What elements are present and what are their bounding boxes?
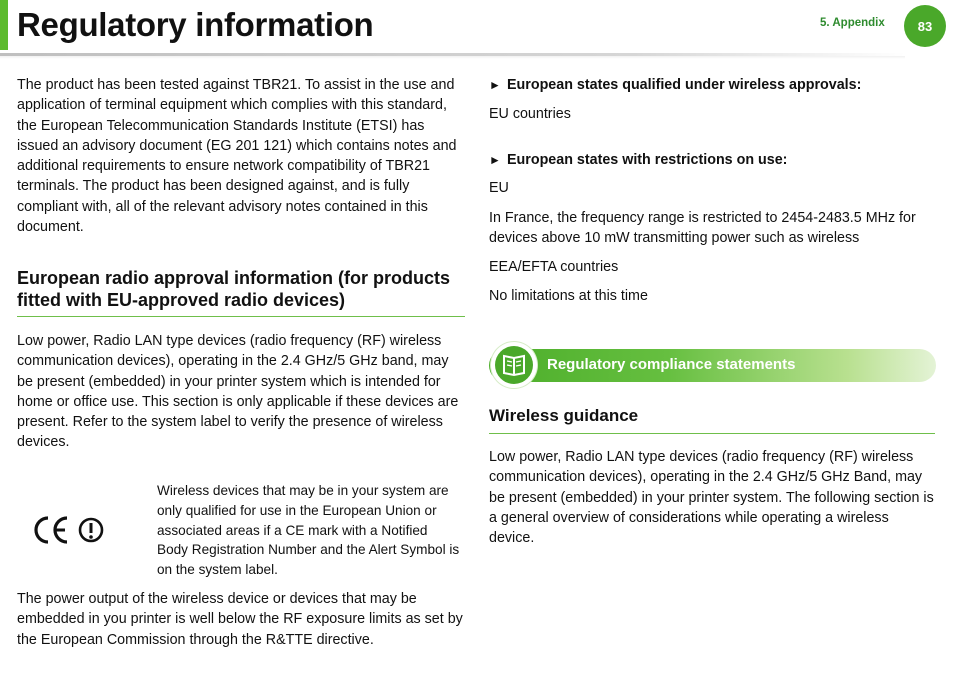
- chapter-link[interactable]: 5. Appendix: [820, 17, 885, 29]
- banner-label: Regulatory compliance statements: [547, 356, 796, 373]
- restrictions-heading: [489, 150, 935, 170]
- restricted-states: [489, 150, 935, 307]
- page-title: Regulatory information: [17, 6, 374, 43]
- restrictions-france: In France, the frequency range is restricted to 2454-2483.5 MHz for devices above 10 mW transmitting power such as wireless: [489, 209, 916, 246]
- banner-icon-ring: [491, 342, 537, 388]
- ce-note: [157, 481, 462, 580]
- intro-text: The product has been tested against TBR21. To assist in the use and application of terminal equipment which complies with this standard, the European Telecommunication Standards Institute (ETSI) has issued an advisory document (EG 201 121) which contains notes and additional requirements to ensure network compatibility of TBR21 terminals. The product has been designed against, and is fully compliant with, all of the relevant advisory notes contained in this document.: [17, 77, 457, 236]
- power-output-text: The power output of the wireless device or devices that may be embedded in you printer is well below the RF exposure limits as set by the European Commission through the R&TTE directive.: [17, 591, 463, 648]
- page-number-badge: 83: [904, 5, 946, 47]
- header-shadow: [0, 56, 905, 59]
- qualified-heading-label: European states qualified under wireless approvals:: [507, 77, 862, 93]
- section-heading-wireless-guidance: Wireless guidance: [489, 406, 639, 425]
- wireless-guidance-text: Low power, Radio LAN type devices (radio frequency (RF) wireless communication devices), operating in the 2.4 GHz/5 GHz Band, may be present (embedded) in your printer system. The following section is a general overview of considerations while operating a wireless device.: [489, 449, 934, 547]
- qualified-text: EU countries: [489, 106, 571, 123]
- wireless-guidance-section: [489, 405, 935, 434]
- qualified-heading: [489, 75, 935, 95]
- banner-icon-badge: [495, 346, 533, 384]
- qualified-states: [489, 75, 935, 125]
- arrow-icon: ►: [489, 78, 501, 92]
- title-accent-bar: [0, 0, 8, 50]
- wireless-heading-rule: [489, 433, 935, 434]
- intro-paragraph: [17, 75, 465, 237]
- radio-approval-section: [17, 267, 465, 317]
- restrictions-eu: EU: [489, 180, 509, 197]
- ce-note-text: Wireless devices that may be in your system are only qualified for use in the European Union or associated areas if a CE mark with a Notified Body Registration Number and the Alert Symbol is on the system label.: [157, 483, 460, 578]
- section-heading-rule: [17, 316, 465, 317]
- ce-alert-mark-icon: [34, 514, 104, 546]
- power-output-paragraph: [17, 589, 465, 650]
- wireless-guidance-text-block: [489, 447, 935, 548]
- book-icon: [495, 346, 533, 384]
- radio-approval-text-block: [17, 331, 465, 453]
- arrow-icon: ►: [489, 153, 501, 167]
- restrictions-none: No limitations at this time: [489, 288, 648, 305]
- restrictions-eea: EEA/EFTA countries: [489, 259, 619, 276]
- restrictions-heading-label: European states with restrictions on use:: [507, 152, 788, 168]
- section-heading-radio-approval: European radio approval information (for products fitted with EU-approved radio devices): [17, 268, 451, 310]
- radio-approval-text: Low power, Radio LAN type devices (radio frequency (RF) wireless communication devices), operating in the 2.4 GHz/5 GHz band, may be present (embedded) in your printer system which is intended for home or office use. This section is only applicable if these devices are present. Refer to the system label to verify the presence of wireless devices.: [17, 333, 459, 451]
